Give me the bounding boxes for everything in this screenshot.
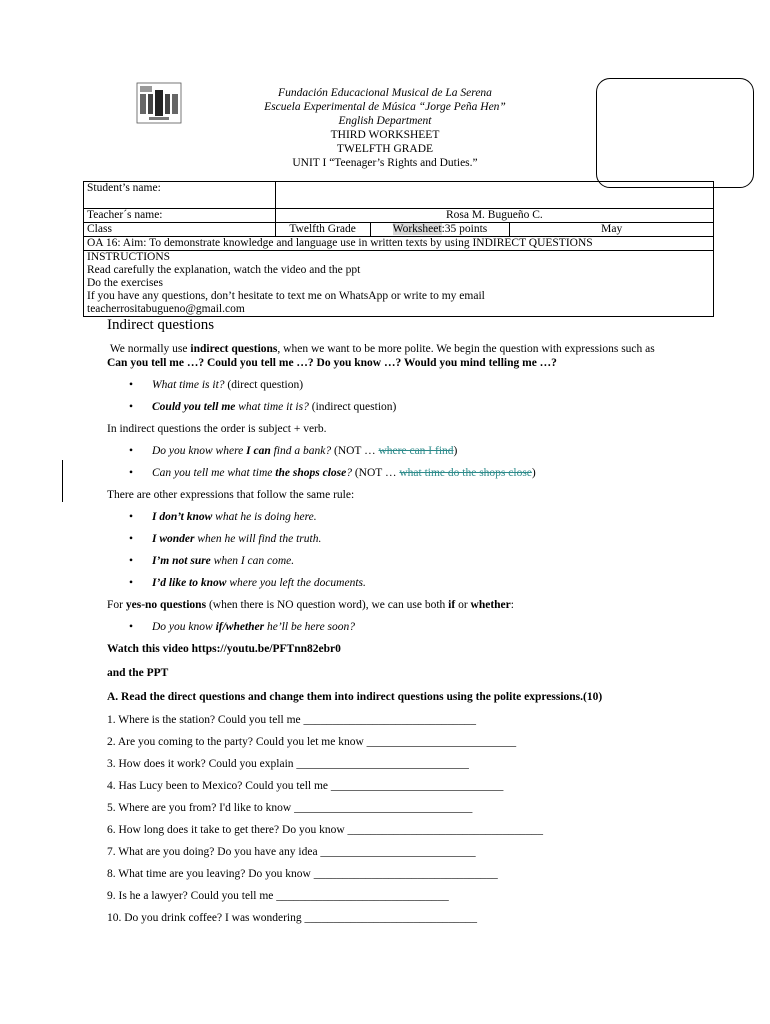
question-item[interactable]: 10. Do you drink coffee? I was wondering ______________________________ <box>107 912 477 924</box>
example-text: he’ll be here soon? <box>264 621 356 633</box>
teacher-label: Teacher´s name: <box>84 209 276 223</box>
example-note: (direct question) <box>224 379 304 391</box>
example-note: (indirect question) <box>308 401 397 413</box>
bullet: • <box>129 445 134 457</box>
unit-title: UNIT I “Teenager’s Rights and Duties.” <box>292 157 478 169</box>
bullet: • <box>129 379 134 391</box>
foundation-name: Fundación Educacional Musical de La Serena <box>278 87 492 99</box>
question-item[interactable]: 9. Is he a lawyer? Could you tell me ______________________________ <box>107 890 449 902</box>
lesson-content <box>107 317 677 933</box>
example-note: ) <box>531 467 536 479</box>
example-bold: I can <box>246 445 271 457</box>
intro-paragraph <box>107 342 677 370</box>
aim-row <box>84 237 714 251</box>
question-list <box>107 713 677 925</box>
worksheet-points: :35 points <box>441 223 488 235</box>
example-text: what he is doing here. <box>212 511 317 523</box>
bullet: • <box>129 511 134 523</box>
student-row <box>84 182 714 209</box>
example-bold: I’m not sure <box>152 555 211 567</box>
instruction-2: Do the exercises <box>87 277 163 289</box>
lesson-title: Indirect questions <box>107 317 215 333</box>
worksheet-title: THIRD WORKSHEET <box>330 129 440 141</box>
bullet: • <box>129 621 134 633</box>
instructions-row <box>84 251 714 317</box>
example-text: when I can come. <box>210 555 295 567</box>
question-item[interactable]: 4. Has Lucy been to Mexico? Could you tell me ______________________________ <box>107 780 504 792</box>
rule-text: (when there is NO question word), we can use both <box>206 599 449 611</box>
rule-text: For <box>107 599 126 611</box>
example-text: ? <box>346 467 352 479</box>
example-text: when he will find the truth. <box>194 533 322 545</box>
intro-text-2: , when we want to be more polite. We begin the question with expressions such as <box>277 343 655 355</box>
worksheet-cell <box>370 223 510 237</box>
instruction-1: Read carefully the explanation, watch the video and the ppt <box>87 264 361 276</box>
bullet: • <box>129 555 134 567</box>
rule-text: : <box>510 599 514 611</box>
rule-bold: yes-no questions <box>125 599 207 611</box>
question-item[interactable]: 7. What are you doing? Do you have any idea ___________________________ <box>107 846 476 858</box>
info-table <box>83 181 714 317</box>
bullet: • <box>129 467 134 479</box>
list-item <box>107 444 677 458</box>
instructions-title: INSTRUCTIONS <box>87 251 171 263</box>
example-note: (NOT … <box>331 445 379 457</box>
list-item <box>107 510 677 524</box>
list-item <box>107 532 677 546</box>
video-link[interactable]: Watch this video https://youtu.be/PFTnn82ebr0 <box>107 643 341 655</box>
department-name: English Department <box>338 115 432 127</box>
question-item[interactable]: 1. Where is the station? Could you tell me ______________________________ <box>107 714 477 726</box>
question-item[interactable]: 5. Where are you from? I'd like to know _______________________________ <box>107 802 473 814</box>
example-text: find a bank? <box>270 445 332 457</box>
example-bold: if/whether <box>215 621 265 633</box>
rule-bold: whether <box>470 599 511 611</box>
example-text: what time it is? <box>235 401 309 413</box>
example-note: ) <box>453 445 458 457</box>
order-examples <box>107 444 677 480</box>
example-text: Do you know <box>152 621 216 633</box>
other-expressions <box>107 510 677 590</box>
example-bold: Could you tell me <box>152 401 236 413</box>
struck-wrong-order: what time do the shops close <box>399 467 532 479</box>
list-item <box>107 378 677 392</box>
example-bold: I wonder <box>152 533 195 545</box>
question-item[interactable]: 8. What time are you leaving? Do you know ________________________________ <box>107 868 498 880</box>
month-value: May <box>510 223 714 237</box>
ppt-note: and the PPT <box>107 667 169 679</box>
student-label: Student’s name: <box>84 182 276 209</box>
example-bold: the shops close <box>275 467 347 479</box>
grade-title: TWELFTH GRADE <box>336 143 434 155</box>
bullet: • <box>129 577 134 589</box>
rule-text: or <box>455 599 471 611</box>
instructions-cell <box>84 251 714 317</box>
bullet: • <box>129 401 134 413</box>
example-text: What time is it? <box>152 379 225 391</box>
school-name: Escuela Experimental de Música “Jorge Peña Hen” <box>264 101 506 113</box>
example-text: Do you know where <box>152 445 247 457</box>
document-header <box>0 86 770 170</box>
intro-bold: indirect questions <box>190 343 278 355</box>
other-rule: There are other expressions that follow the same rule: <box>107 489 355 501</box>
order-rule: In indirect questions the order is subject + verb. <box>107 423 327 435</box>
example-text: Can you tell me what time <box>152 467 276 479</box>
example-text: where you left the documents. <box>226 577 366 589</box>
list-item <box>107 576 677 590</box>
instruction-3: If you have any questions, don’t hesitate to text me on WhatsApp or write to my email <box>87 290 485 302</box>
example-bold: I’d like to know <box>152 577 227 589</box>
task-a-instructions: A. Read the direct questions and change them into indirect questions using the polite expressions.(10) <box>107 691 603 703</box>
class-row <box>84 223 714 237</box>
yes-no-rule <box>107 598 677 612</box>
list-item <box>107 620 677 634</box>
yes-no-examples <box>107 620 677 634</box>
class-label: Class <box>84 223 276 237</box>
example-bold: I don’t know <box>152 511 213 523</box>
student-name-field[interactable] <box>275 182 713 209</box>
bullet: • <box>129 533 134 545</box>
teacher-email: teacherrositabugueno@gmail.com <box>87 303 245 315</box>
teacher-value: Rosa M. Bugueño C. <box>275 209 713 223</box>
list-item <box>107 466 677 480</box>
question-item[interactable]: 2. Are you coming to the party? Could you let me know __________________________ <box>107 736 517 748</box>
struck-wrong-order: where can I find <box>378 445 454 457</box>
list-item <box>107 554 677 568</box>
aim-text: OA 16: Aim: To demonstrate knowledge and language use in written texts by using INDIRECT QUESTIONS <box>84 237 714 251</box>
teacher-row <box>84 209 714 223</box>
intro-text-1: We normally use <box>109 343 191 355</box>
rule-bold: if <box>448 599 456 611</box>
intro-expressions: Can you tell me …? Could you tell me …? Do you know …? Would you mind telling me …? <box>107 357 557 369</box>
grade-value: Twelfth Grade <box>275 223 370 237</box>
worksheet-label: Worksheet <box>392 223 442 235</box>
question-item[interactable]: 3. How does it work? Could you explain ______________________________ <box>107 758 469 770</box>
list-item <box>107 400 677 414</box>
margin-line <box>62 460 63 502</box>
direct-indirect-examples <box>107 378 677 414</box>
question-item[interactable]: 6. How long does it take to get there? Do you know __________________________________ <box>107 824 543 836</box>
example-note: (NOT … <box>351 467 400 479</box>
